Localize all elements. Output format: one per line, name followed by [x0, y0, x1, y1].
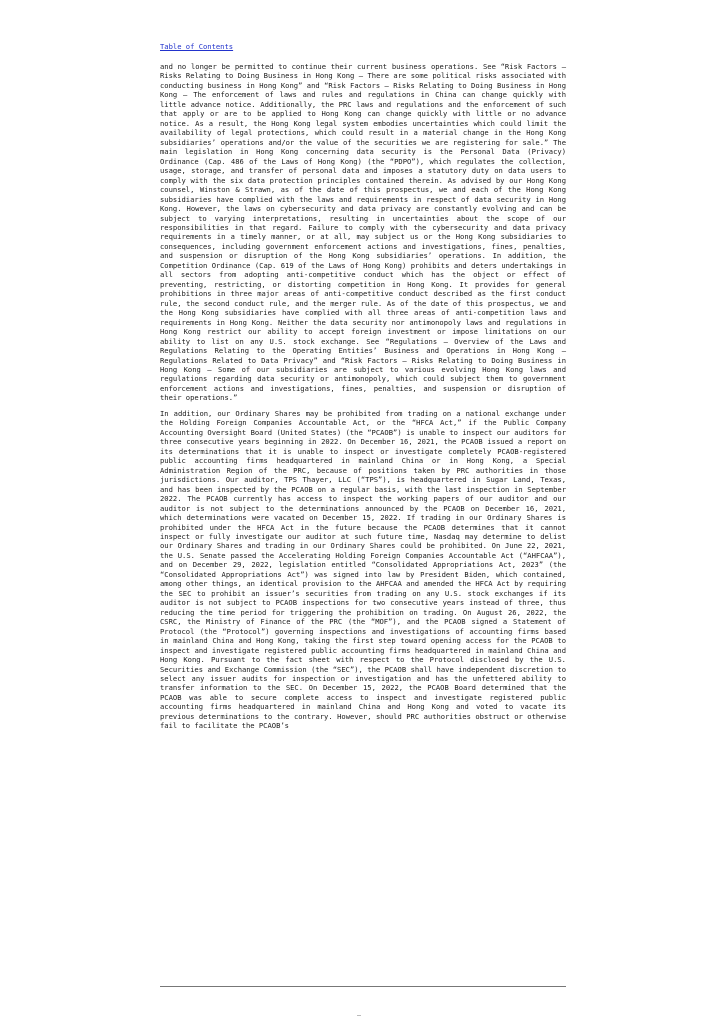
body-paragraph-hong-kong-regulation: and no longer be permitted to continue their current business operations. See “Risk Factors — Risks Relating to Doing Business in Hong Kong — There are some political risks associated with conducting business in Hong Kong” and “Risk Factors — Risks Relating to Doing Business in Hong Kong — The enforcement of laws and rules and regulations in China can change quickly with little advance notice. Additionally, the PRC laws and regulations and the enforcement of such that apply or are to be applied to Hong Kong can change quickly with little or no advance notice. As a result, the Hong Kong legal system embodies uncertainties which could limit the availability of legal protections, which could result in a material change in the Hong Kong subsidiaries’ operations and/or the value of the securities we are registering for sale.” The main legislation in Hong Kong concerning data security is the Personal Data (Privacy) Ordinance (Cap. 486 of the Laws of Hong Kong) (the “PDPO”), which regulates the collection, usage, storage, and transfer of personal data and imposes a statutory duty on data users to comply with the six data protection principles contained therein. As advised by our Hong Kong counsel, Winston & Strawn, as of the date of this prospectus, we and each of the Hong Kong subsidiaries have complied with the laws and requirements in respect of data security in Hong Kong. However, the laws on cybersecurity and data privacy are constantly evolving and can be subject to varying interpretations, resulting in uncertainties about the scope of our responsibilities in that regard. Failure to comply with the cybersecurity and data privacy requirements in a timely manner, or at all, may subject us or the Hong Kong subsidiaries to consequences, including government enforcement actions and investigations, fines, penalties, and suspension or disruption of the Hong Kong subsidiaries’ operations. In addition, the Competition Ordinance (Cap. 619 of the Laws of Hong Kong) prohibits and deters undertakings in all sectors from adopting anti-competitive conduct which has the object or effect of preventing, restricting, or distorting competition in Hong Kong. It provides for general prohibitions in three major areas of anti-competitive conduct described as the first conduct rule, the second conduct rule, and the merger rule. As of the date of this prospectus, we and the Hong Kong subsidiaries have complied with all three areas of anti-competition laws and requirements in Hong Kong. Neither the data security nor antimonopoly laws and regulations in Hong Kong restrict our ability to accept foreign investment or impose limitations on our ability to list on any U.S. stock exchange. See “Regulations — Overview of the Laws and Regulations Relating to the Operating Entities’ Business and Operations in Hong Kong — Regulations Related to Data Privacy” and “Risk Factors — Risks Relating to Doing Business in Hong Kong — Some of our subsidiaries are subject to various evolving Hong Kong laws and regulations regarding data security or antimonopoly, which could subject them to government enforcement actions and investigations, fines, penalties, and suspension or disruption of their operations.” [160, 62, 566, 403]
document-page [160, 42, 566, 731]
page-footer-mark [357, 1015, 361, 1016]
page-footer-divider [160, 986, 566, 987]
body-paragraph-hfca-act: In addition, our Ordinary Shares may be prohibited from trading on a national exchange under the Holding Foreign Companies Accountable Act, or the “HFCA Act,” if the Public Company Accounting Oversight Board (United States) (the “PCAOB”) is unable to inspect our auditors for three consecutive years beginning in 2022. On December 16, 2021, the PCAOB issued a report on its determinations that it is unable to inspect or investigate completely PCAOB-registered public accounting firms headquartered in mainland China or in Hong Kong, a Special Administration Region of the PRC, because of positions taken by PRC authorities in those jurisdictions. Our auditor, TPS Thayer, LLC (“TPS”), is headquartered in Sugar Land, Texas, and has been inspected by the PCAOB on a regular basis, with the last inspection in September 2022. The PCAOB currently has access to inspect the working papers of our auditor and our auditor is not subject to the determinations announced by the PCAOB on December 16, 2021, which determinations were vacated on December 15, 2022. If trading in our Ordinary Shares is prohibited under the HFCA Act in the future because the PCAOB determines that it cannot inspect or fully investigate our auditor at such future time, Nasdaq may determine to delist our Ordinary Shares and trading in our Ordinary Shares could be prohibited. On June 22, 2021, the U.S. Senate passed the Accelerating Holding Foreign Companies Accountable Act (“AHFCAA”), and on December 29, 2022, legislation entitled “Consolidated Appropriations Act, 2023” (the “Consolidated Appropriations Act”) was signed into law by President Biden, which contained, among other things, an identical provision to the AHFCAA and amended the HFCA Act by requiring the SEC to prohibit an issuer’s securities from trading on any U.S. stock exchanges if its auditor is not subject to PCAOB inspections for two consecutive years instead of three, thus reducing the time period for triggering the prohibition on trading. On August 26, 2022, the CSRC, the Ministry of Finance of the PRC (the “MOF”), and the PCAOB signed a Statement of Protocol (the “Protocol”) governing inspections and investigations of accounting firms based in mainland China and Hong Kong, taking the first step toward opening access for the PCAOB to inspect and investigate registered public accounting firms headquartered in mainland China and Hong Kong. Pursuant to the fact sheet with respect to the Protocol disclosed by the U.S. Securities and Exchange Commission (the “SEC”), the PCAOB shall have independent discretion to select any issuer audits for inspection or investigation and has the unfettered ability to transfer information to the SEC. On December 15, 2022, the PCAOB Board determined that the PCAOB was able to secure complete access to inspect and investigate registered public accounting firms headquartered in mainland China and Hong Kong and voted to vacate its previous determinations to the contrary. However, should PRC authorities obstruct or otherwise fail to facilitate the PCAOB’s [160, 408, 566, 731]
table-of-contents-link[interactable]: Table of Contents [160, 42, 234, 51]
